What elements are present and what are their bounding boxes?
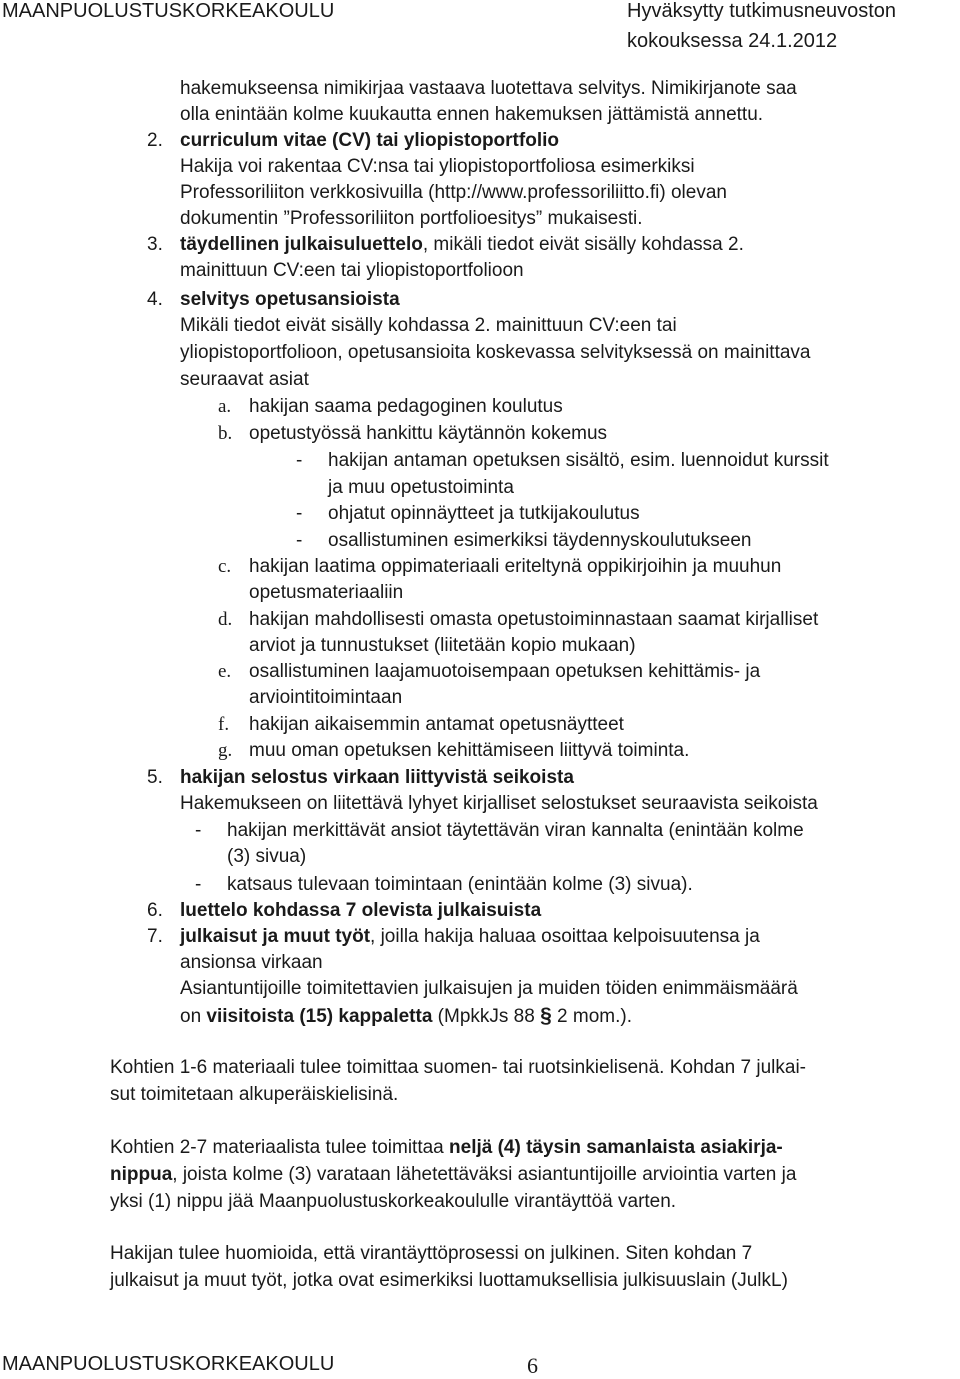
list-number: 7. [147,926,163,947]
paragraph-line: Hakijan tulee huomioida, että virantäyttöprosessi on julkinen. Siten kohdan 7 [110,1243,753,1264]
list-heading: selvitys opetusansioista [180,289,400,310]
text-line: hakemukseensa nimikirjaa vastaava luotettava selvitys. Nimikirjanote saa [180,78,797,99]
dash-bullet: - [296,450,303,471]
list-number: 5. [147,767,163,788]
text-span: 2 mom.). [551,1006,633,1027]
dash-bullet: - [195,874,202,895]
text-line: opetustyössä hankittu käytännön kokemus [249,423,608,444]
list-number: 4. [147,289,163,310]
text-line: ohjatut opinnäytteet ja tutkijakoulutus [328,503,640,524]
text-line: osallistuminen laajamuotoisempaan opetuksen kehittämis- ja [249,661,761,682]
text-line: muu oman opetuksen kehittämiseen liittyvä toiminta. [249,740,690,761]
text-line: hakijan mahdollisesti omasta opetustoiminnastaan saamat kirjalliset [249,609,819,630]
text-line: hakijan saama pedagoginen koulutus [249,396,563,417]
list-heading: luettelo kohdassa 7 olevista julkaisuista [180,900,542,921]
paragraph-line: sut toimitetaan alkuperäiskielisinä. [110,1084,399,1105]
page-number: 6 [527,1353,538,1378]
dash-bullet: - [296,503,303,524]
list-heading: hakijan selostus virkaan liittyvistä seikoista [180,767,574,788]
text-line: hakijan aikaisemmin antamat opetusnäytteet [249,714,624,735]
dash-bullet: - [195,820,202,841]
text-span: , mikäli tiedot eivät sisälly kohdassa 2. [422,234,744,255]
paragraph-line: julkaisut ja muut työt, jotka ovat esimerkiksi luottamuksellisia julkisuuslain (JulkL) [110,1270,788,1291]
list-letter: c. [218,556,232,577]
emphasis-span: nippua [110,1164,173,1185]
list-number: 2. [147,130,163,151]
text-line: Professoriliiton verkkosivuilla (http://www.professoriliitto.fi) olevan [180,182,727,203]
list-heading: curriculum vitae (CV) tai yliopistoportfolio [180,130,559,151]
list-letter: d. [218,609,233,630]
paragraph-line [110,1137,783,1159]
text-line: opetusmateriaaliin [249,582,404,603]
text-line: hakijan antaman opetuksen sisältö, esim. luennoidut kurssit [328,450,829,471]
list-letter: b. [218,423,233,444]
text-line: yliopistoportfolioon, opetusansioita koskevassa selvityksessä on mainittava [180,342,811,363]
list-letter: e. [218,661,232,682]
emphasis-span: viisitoista (15) kappaletta [206,1006,433,1027]
text-line [180,926,760,948]
text-line: hakijan laatima oppimateriaali eriteltynä oppikirjoihin ja muuhun [249,556,782,577]
text-line: (3) sivua) [227,846,307,867]
section-sign: § [540,1004,552,1027]
text-line: Asiantuntijoille toimitettavien julkaisujen ja muiden töiden enimmäismäärä [180,978,798,999]
header-approval-line1: Hyväksytty tutkimusneuvoston [627,0,896,22]
text-span: , joilla hakija haluaa osoittaa kelpoisuutensa ja [370,926,760,947]
list-letter: f. [218,714,230,735]
text-span: Kohtien 2-7 materiaalista tulee toimittaa [110,1137,450,1158]
footer-institution: MAANPUOLUSTUSKORKEAKOULU [2,1353,335,1375]
text-line: osallistuminen esimerkiksi täydennyskoulutukseen [328,530,752,551]
paragraph-line: yksi (1) nippu jää Maanpuolustuskorkeakoululle virantäyttöä varten. [110,1191,677,1212]
text-span: on [180,1006,207,1027]
text-line: Mikäli tiedot eivät sisälly kohdassa 2. mainittuun CV:een tai [180,315,677,336]
text-line [180,234,744,256]
text-line: arviot ja tunnustukset (liitetään kopio mukaan) [249,635,636,656]
text-line: mainittuun CV:een tai yliopistoportfolioon [180,260,524,281]
text-line: hakijan merkittävät ansiot täytettävän viran kannalta (enintään kolme [227,820,804,841]
header-institution: MAANPUOLUSTUSKORKEAKOULU [2,0,335,22]
text-line: ansionsa virkaan [180,952,323,973]
text-line: ja muu opetustoiminta [328,477,514,498]
text-line: Hakija voi rakentaa CV:nsa tai yliopistoportfoliosa esimerkiksi [180,156,695,177]
list-heading: julkaisut ja muut työt [180,926,371,947]
header-approval-line2: kokouksessa 24.1.2012 [627,30,838,52]
text-span: , joista kolme (3) varataan lähetettäväksi asiantuntijoille arviointia varten ja [172,1164,797,1185]
paragraph-line: Kohtien 1-6 materiaali tulee toimittaa suomen- tai ruotsinkielisenä. Kohdan 7 julkai- [110,1057,806,1078]
text-line [180,1004,632,1028]
list-number: 3. [147,234,163,255]
list-heading: täydellinen julkaisuluettelo [180,234,423,255]
list-letter: a. [218,396,232,417]
text-line: seuraavat asiat [180,369,309,390]
list-number: 6. [147,900,163,921]
paragraph-line [110,1164,796,1186]
emphasis-span: neljä (4) täysin samanlaista asiakirja- [449,1137,783,1158]
text-line: dokumentin ”Professoriliiton portfolioesitys” mukaisesti. [180,208,643,229]
text-line: katsaus tulevaan toimintaan (enintään kolme (3) sivua). [227,874,693,895]
dash-bullet: - [296,530,303,551]
text-line: olla enintään kolme kuukautta ennen hakemuksen jättämistä annettu. [180,104,764,125]
text-line: Hakemukseen on liitettävä lyhyet kirjalliset selostukset seuraavista seikoista [180,793,818,814]
text-span: (MpkkJs 88 [432,1006,541,1027]
text-line: arviointitoimintaan [249,687,403,708]
list-letter: g. [218,740,233,761]
